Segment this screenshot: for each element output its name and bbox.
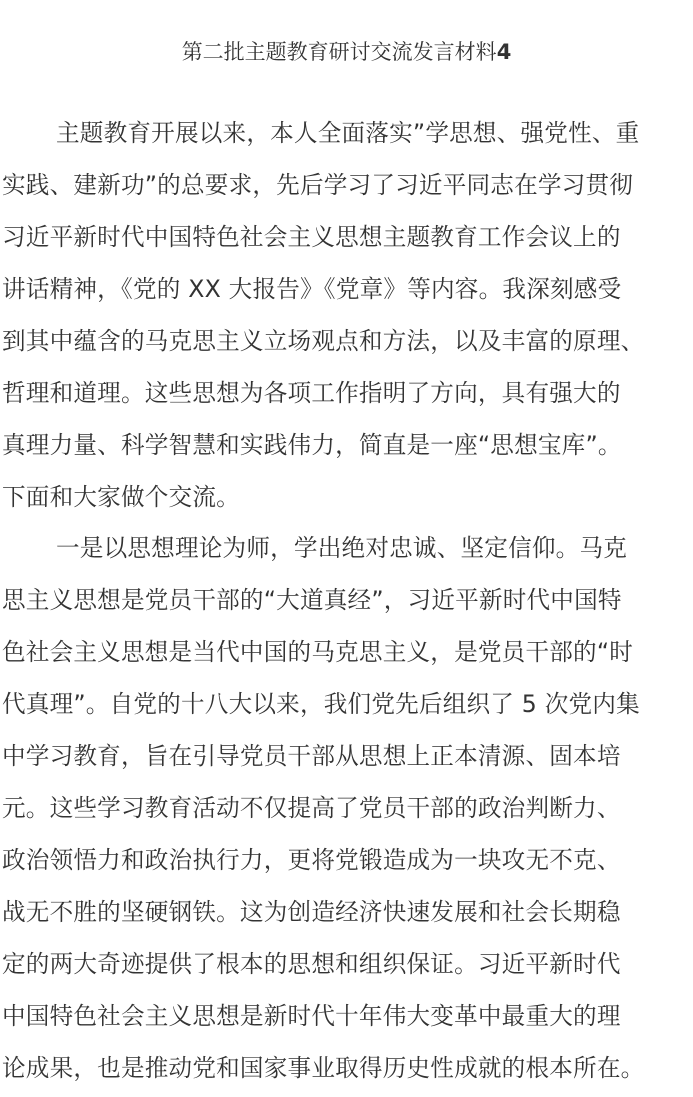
paragraph-2-line-11: 论成果，也是推动党和国家事业取得历史性成就的根本所在。 <box>2 1054 645 1082</box>
paragraph-2-line-1: 一是以思想理论为师，学出绝对忠诚、坚定信仰。马克 <box>56 534 628 562</box>
paragraph-2-line-9: 定的两大奇迹提供了根本的思想和组织保证。习近平新时代 <box>2 950 621 978</box>
paragraph-1-line-8: 下面和大家做个交流。 <box>2 483 240 511</box>
paragraph-2-line-7: 政治领悟力和政治执行力，更将党锻造成为一块攻无不克、 <box>2 846 621 874</box>
paragraph-2-line-4: 代真理”。自党的十八大以来，我们党先后组织了 5 次党内集 <box>2 690 640 718</box>
paragraph-2-line-8: 战无不胜的坚硬钢铁。这为创造经济快速发展和社会长期稳 <box>2 898 621 926</box>
paragraph-1-line-6: 哲理和道理。这些思想为各项工作指明了方向，具有强大的 <box>2 379 621 407</box>
paragraph-1-line-5: 到其中蕴含的马克思主义立场观点和方法，以及丰富的原理、 <box>2 327 645 355</box>
document-title-text: 第二批主题教育研讨交流发言材料 <box>181 40 497 64</box>
document-title-number: 4 <box>496 40 512 64</box>
paragraph-2-line-5: 中学习教育，旨在引导党员干部从思想上正本清源、固本培 <box>2 742 621 770</box>
paragraph-1-line-3: 习近平新时代中国特色社会主义思想主题教育工作会议上的 <box>2 223 621 251</box>
document-title <box>0 28 693 76</box>
paragraph-1-line-1: 主题教育开展以来，本人全面落实”学思想、强党性、重 <box>56 119 640 147</box>
paragraph-2-line-6: 元。这些学习教育活动不仅提高了党员干部的政治判断力、 <box>2 794 621 822</box>
paragraph-2-line-10: 中国特色社会主义思想是新时代十年伟大变革中最重大的理 <box>2 1002 621 1030</box>
paragraph-1-line-2: 实践、建新功”的总要求，先后学习了习近平同志在学习贯彻 <box>2 171 634 199</box>
paragraph-2-line-2: 思主义思想是党员干部的“大道真经”，习近平新时代中国特 <box>2 586 622 614</box>
paragraph-1-line-7: 真理力量、科学智慧和实践伟力，简直是一座“思想宝库”。 <box>2 431 622 459</box>
paragraph-2-line-3: 色社会主义思想是当代中国的马克思主义，是党员干部的“时 <box>2 638 634 666</box>
paragraph-1-line-4: 讲话精神，《党的 XX 大报告》《党章》等内容。我深刻感受 <box>2 275 622 303</box>
